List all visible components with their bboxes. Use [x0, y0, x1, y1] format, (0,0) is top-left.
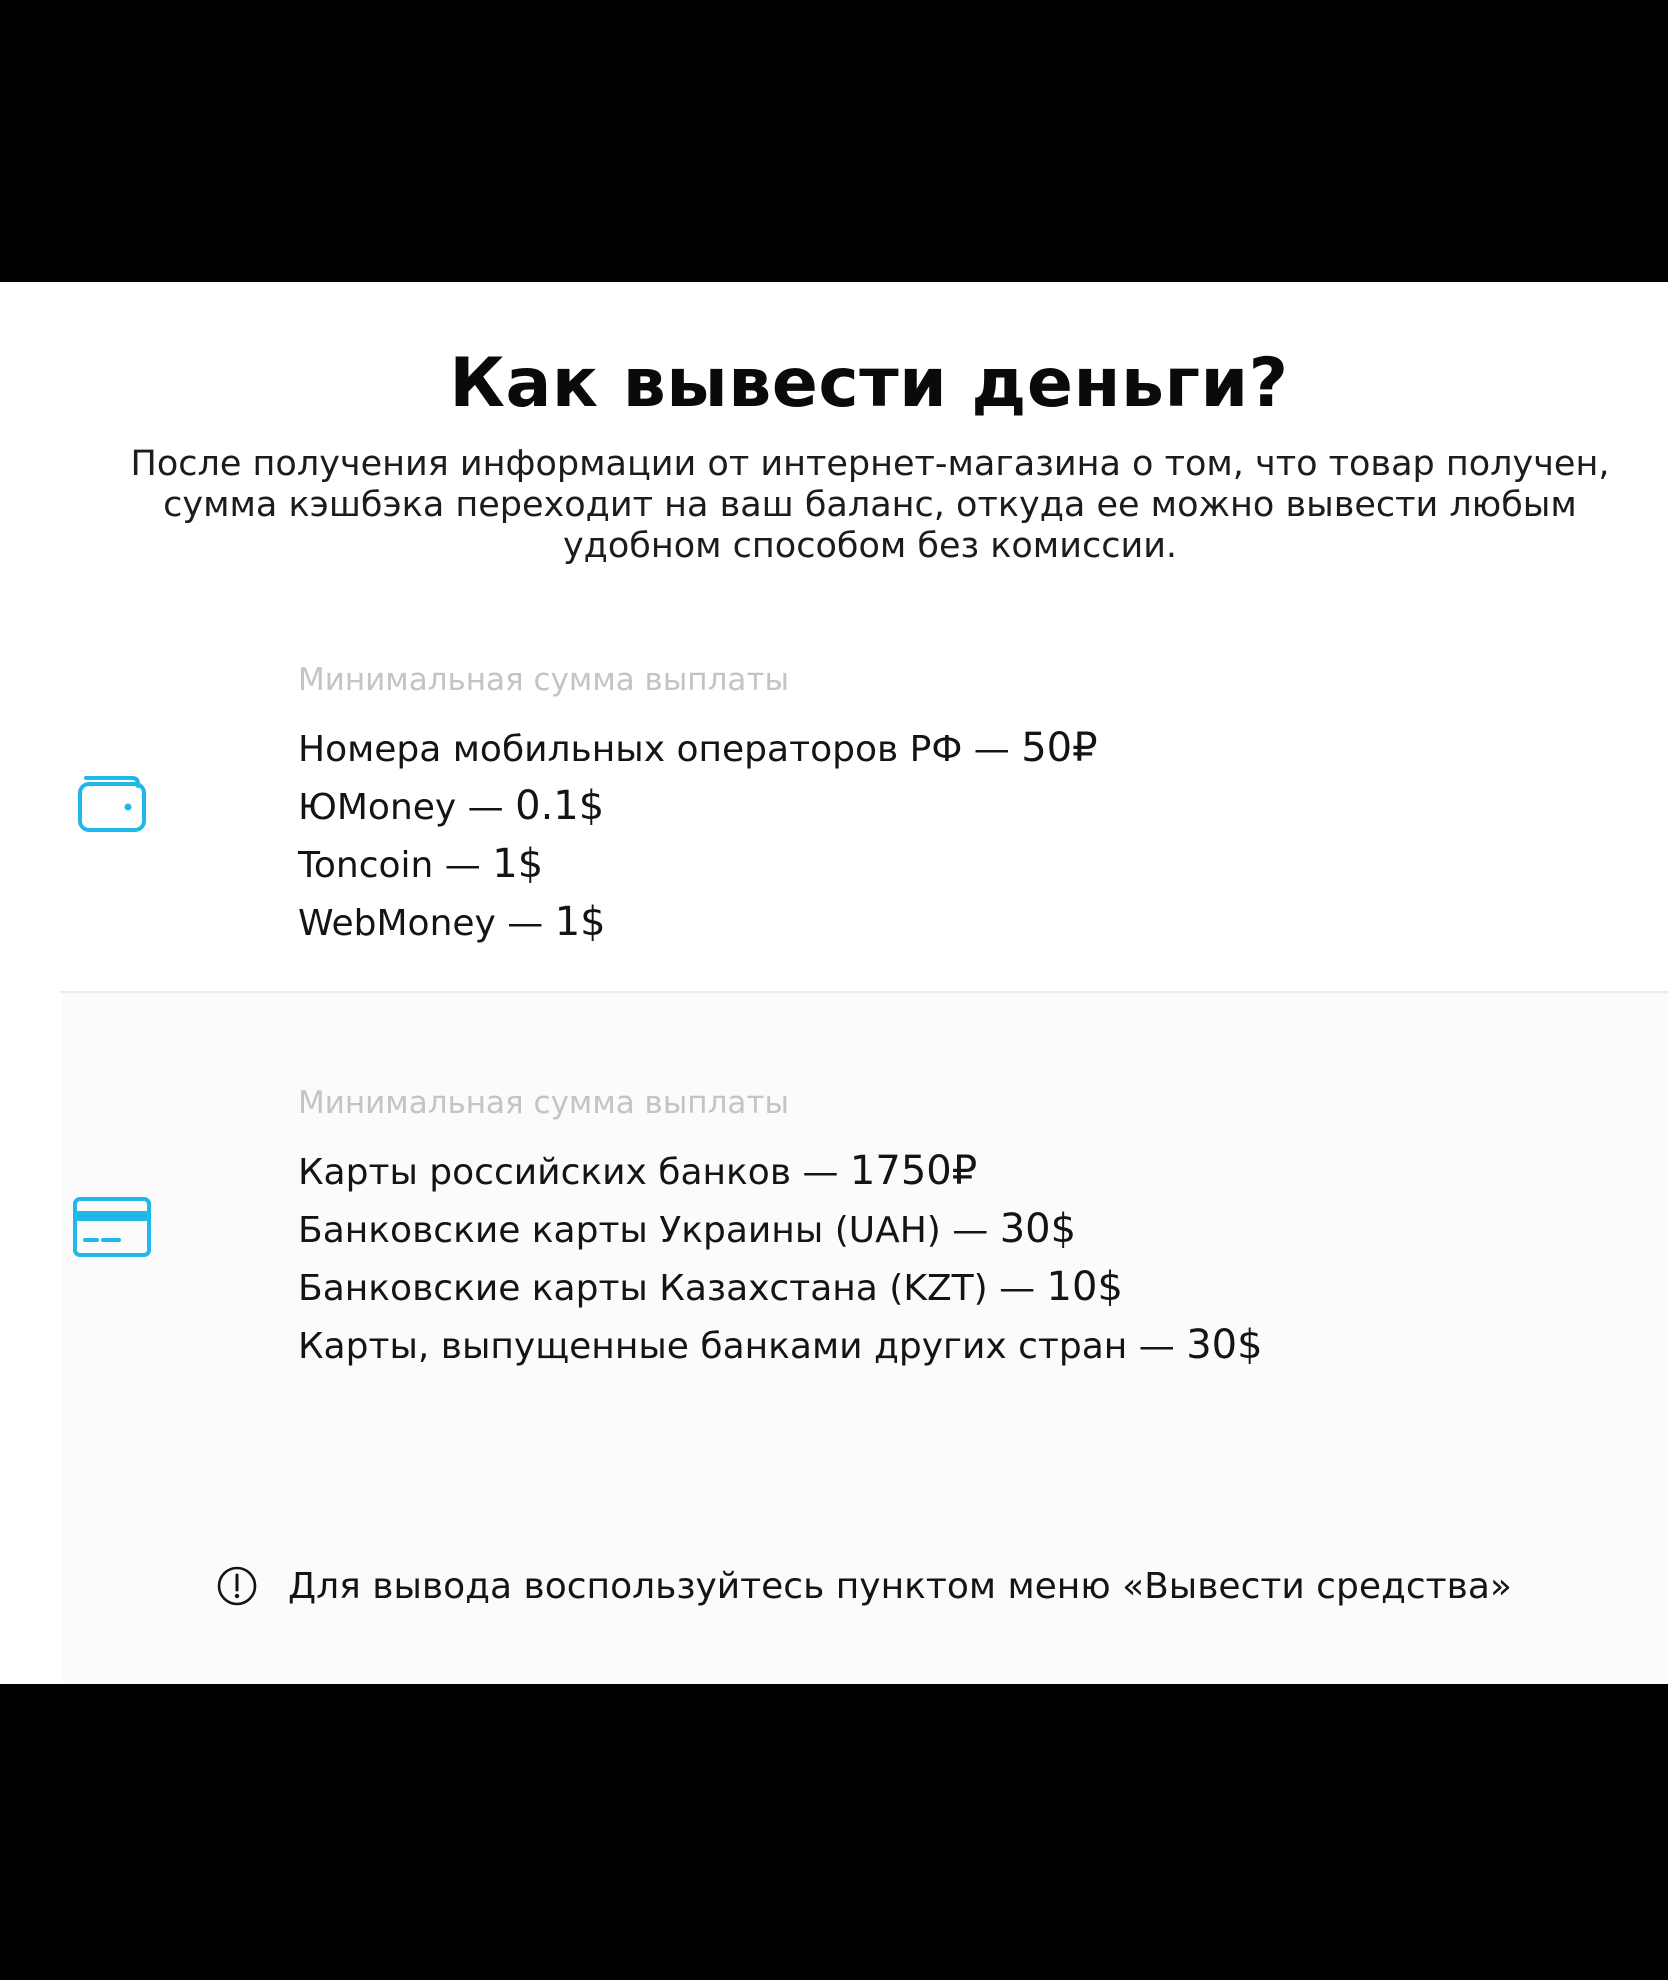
payout-amount: 30$	[999, 1206, 1077, 1252]
section-label: Минимальная сумма выплаты	[298, 662, 789, 698]
payout-item	[298, 836, 1098, 894]
payout-method: WebMoney	[298, 903, 496, 944]
payout-item	[298, 1201, 1263, 1259]
separator: —	[940, 1210, 1000, 1251]
payout-item	[298, 1317, 1263, 1375]
separator: —	[1127, 1326, 1187, 1367]
credit-card-icon	[72, 1196, 152, 1258]
payout-method: Номера мобильных операторов РФ	[298, 729, 963, 770]
intro-text	[100, 444, 1640, 567]
separator: —	[791, 1152, 850, 1193]
separator: —	[495, 903, 555, 944]
content-panel	[0, 282, 1668, 1684]
separator: —	[962, 729, 1022, 770]
info-icon	[216, 1565, 258, 1607]
footer-note-text: Для вывода воспользуйтесь пунктом меню «Вывести средства»	[288, 1565, 1512, 1607]
payout-amount: 1750₽	[849, 1148, 978, 1194]
payout-method: Банковские карты Украины (UAH)	[298, 1210, 941, 1251]
page-title: Как вывести деньги?	[449, 344, 1289, 423]
payout-amount: 0.1$	[515, 783, 605, 829]
payout-amount: 1$	[492, 841, 544, 887]
footer-note	[216, 1558, 1512, 1614]
wallet-icon	[76, 772, 148, 836]
separator: —	[987, 1268, 1047, 1309]
intro-line: сумма кэшбэка переходит на ваш баланс, откуда ее можно вывести любым	[163, 485, 1577, 525]
payout-amount: 1$	[554, 899, 606, 945]
payout-amount: 10$	[1046, 1264, 1123, 1310]
payout-list	[298, 1143, 1263, 1375]
payout-amount: 50₽	[1021, 725, 1098, 771]
intro-line: удобном способом без комиссии.	[562, 526, 1178, 566]
payout-method: Карты, выпущенные банками других стран	[298, 1326, 1128, 1367]
section-divider	[60, 991, 1668, 993]
payout-item	[298, 894, 1098, 952]
payout-method: Карты российских банков	[298, 1152, 792, 1193]
payout-item	[298, 1143, 1263, 1201]
separator: —	[456, 787, 516, 828]
payout-list	[298, 720, 1098, 952]
payout-item	[298, 778, 1098, 836]
payout-method: Банковские карты Казахстана (KZT)	[298, 1268, 988, 1309]
separator: —	[433, 845, 493, 886]
payout-method: ЮMoney	[298, 787, 457, 828]
section-label: Минимальная сумма выплаты	[298, 1085, 789, 1121]
payout-item	[298, 720, 1098, 778]
payout-method: Toncoin	[298, 845, 434, 886]
intro-line: После получения информации от интернет-магазина о том, что товар получен,	[130, 444, 1610, 484]
payout-amount: 30$	[1186, 1322, 1263, 1368]
payout-item	[298, 1259, 1263, 1317]
